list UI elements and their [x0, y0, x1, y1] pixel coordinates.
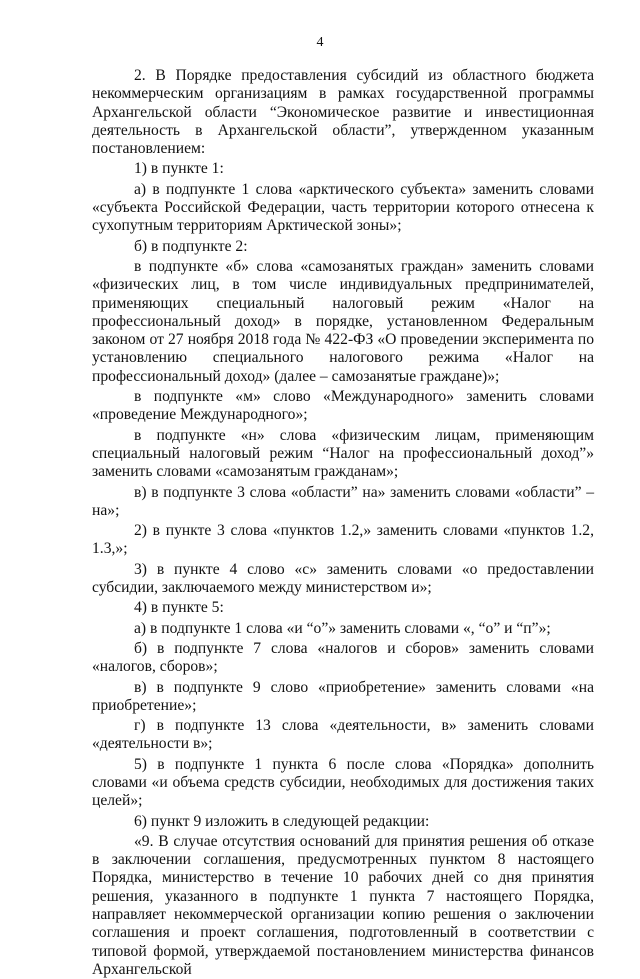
- document-body: [92, 67, 594, 979]
- paragraph: в подпункте «н» слова «физическим лицам, применяющим специальный налоговый режим “Налог на профессиональный доход”» заменить словами «самозанятым гражданам»;: [92, 426, 594, 481]
- paragraph: 1) в пункте 1:: [134, 160, 224, 178]
- paragraph: а) в подпункте 1 слова «арктического субъекта» заменить словами «субъекта Российской Федерации, часть территории которого отнесена к сухопутным территориям Арктической зоны»;: [92, 180, 594, 235]
- paragraph: в подпункте «м» слово «Международного» заменить словами «проведение Международного»;: [92, 388, 594, 424]
- paragraph: в) в подпункте 3 слова «области” на» заменить словами «области” – на»;: [92, 483, 594, 519]
- paragraph: б) в подпункте 2:: [134, 237, 248, 255]
- paragraph: в) в подпункте 9 слово «приобретение» заменить словами «на приобретение»;: [92, 678, 594, 714]
- paragraph: г) в подпункте 13 слова «деятельности, в» заменить словами «деятельности в»;: [92, 717, 594, 753]
- paragraph: 4) в пункте 5:: [134, 599, 224, 617]
- paragraph: 2. В Порядке предоставления субсидий из областного бюджета некоммерческим организациям в рамках государственной программы Архангельской области “Экономическое развитие и инвестиционная деятельность в Архангельской области”, утвержденном указанным постановлением:: [92, 67, 594, 158]
- paragraph: б) в подпункте 7 слова «налогов и сборов» заменить словами «налогов, сборов»;: [92, 639, 594, 676]
- paragraph: 2) в пункте 3 слова «пунктов 1.2,» заменить словами «пунктов 1.2, 1.3,»;: [92, 522, 594, 558]
- paragraph: «9. В случае отсутствия оснований для принятия решения об отказе в заключении соглашения, предусмотренных пунктом 8 настоящего Порядка, министерство в течение 10 рабочих дней со дня принятия решения, указанного в подпункте 1 пункта 7 настоящего Порядка, направляет некоммерческой организации копию решения о заключении соглашения и проект соглашения, подготовленный в соответствии с типовой формой, утверждаемой постановлением министерства финансов Архангельской: [92, 832, 594, 978]
- paragraph: 5) в подпункте 1 пункта 6 после слова «Порядка» дополнить словами «и объема средств субсидии, необходимых для достижения таких целей»;: [92, 755, 594, 810]
- paragraph: в подпункте «б» слова «самозанятых граждан» заменить словами «физических лиц, в том числе индивидуальных предпринимателей, применяющих специальный налоговый режим «Налог на профессиональный доход» в порядке, установленном Федеральным законом от 27 ноября 2018 года № 422-ФЗ «О проведении эксперимента по установлению специального налогового режима «Налог на профессиональный доход» (далее – самозанятые граждане)»;: [92, 257, 594, 385]
- page-number: 4: [316, 35, 324, 50]
- paragraph: а) в подпункте 1 слова «и “о”» заменить словами «, “о” и “п”»;: [134, 619, 551, 637]
- paragraph: 6) пункт 9 изложить в следующей редакции:: [134, 812, 430, 830]
- paragraph: 3) в пункте 4 слово «с» заменить словами «о предоставлении субсидии, заключаемого между министерством и»;: [92, 560, 594, 597]
